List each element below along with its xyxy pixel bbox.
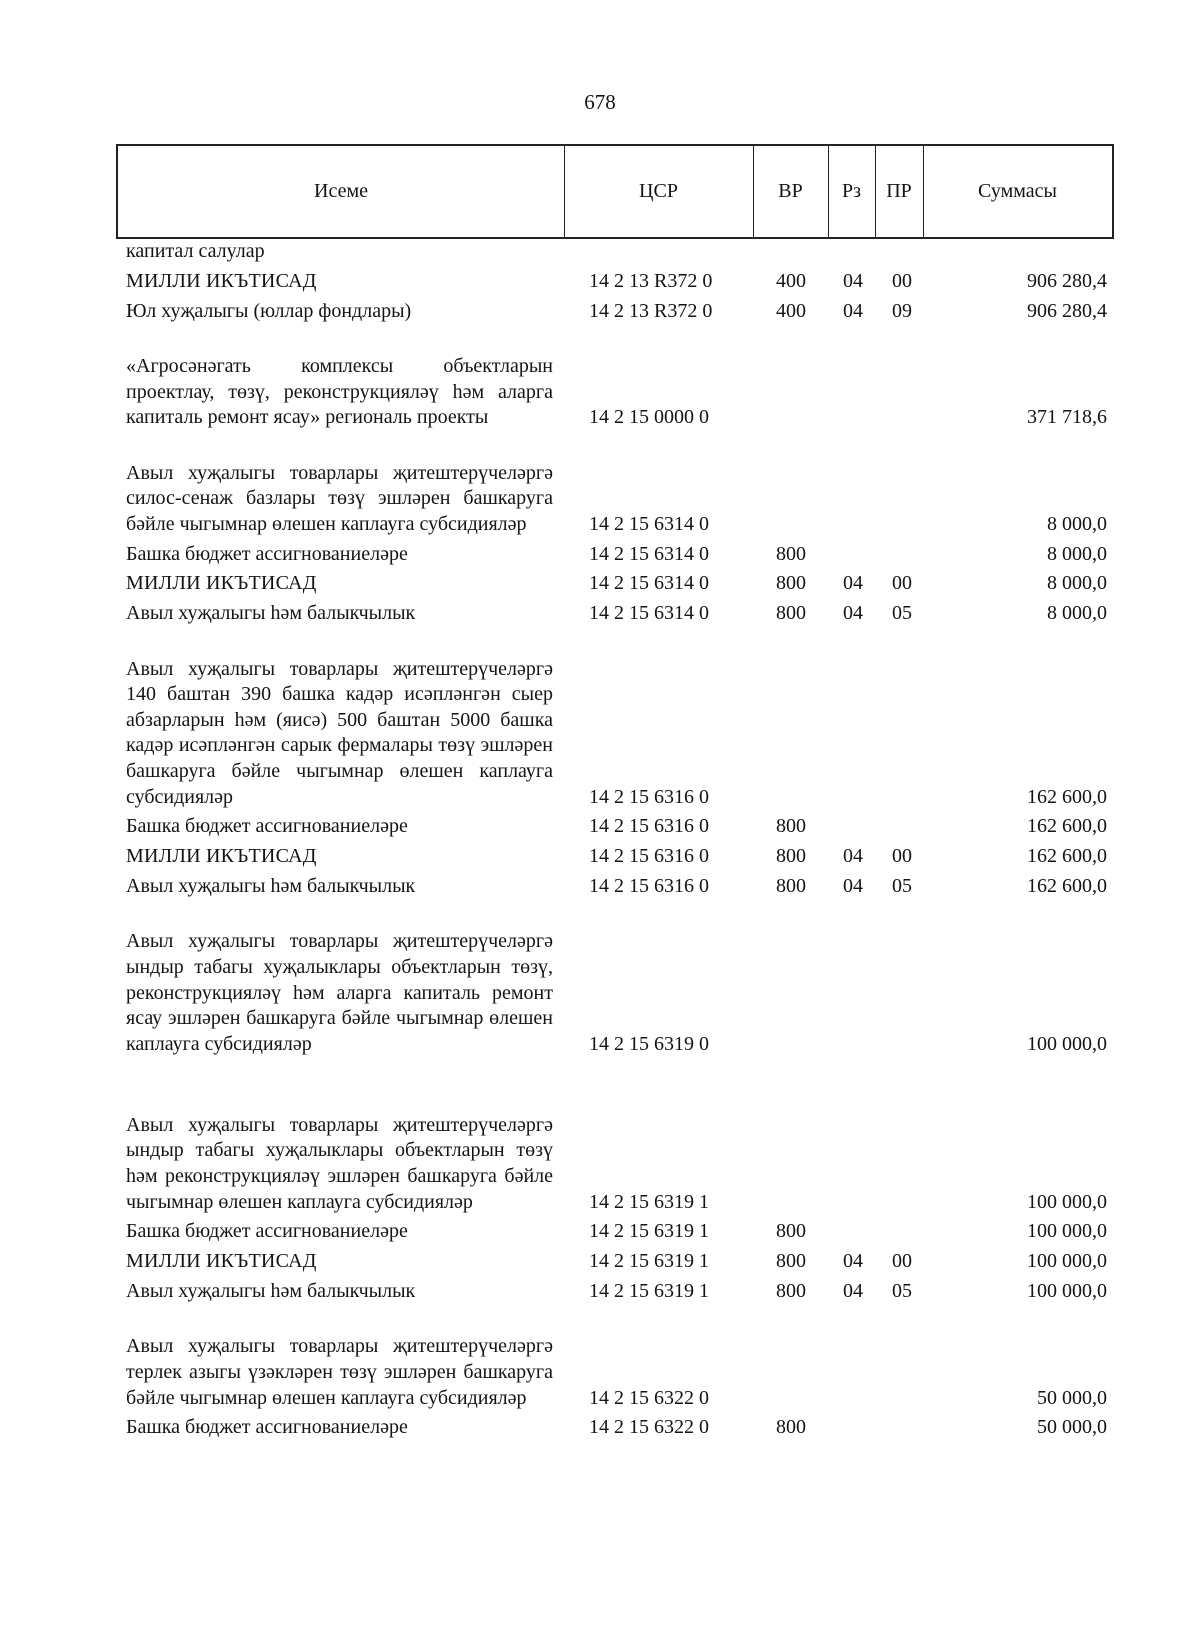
row-sum: 162 600,0 [1027,874,1107,897]
row-vr: 400 [776,299,806,322]
row-rz: 04 [843,1279,863,1302]
row-rz: 04 [843,874,863,897]
row-rz: 04 [843,845,863,868]
table-row [0,1249,1200,1279]
table-row [0,299,1200,329]
row-sum: 8 000,0 [1047,542,1107,565]
row-pr: 05 [892,602,912,625]
row-rz: 04 [843,269,863,292]
row-name: капитал салулар [126,240,265,263]
table-row [0,435,1200,542]
row-name: Башка бюджет ассигнованиеләре [126,1220,408,1243]
row-csr: 14 2 15 6319 1 [589,1250,709,1273]
row-csr: 14 2 15 6316 0 [589,815,709,838]
header-csr: ЦСР [639,180,678,202]
row-name: Авыл хуҗалыгы товарлары җитештерүчеләргә ындыр табагы хуҗалыклары объектларын төзү, реконструкцияләү һәм аларга капиталь ремонт ясау эшләрен башкаруга бәйле чыгымнар өлешен каплауга субсидияләр [126,930,553,1055]
row-csr: 14 2 13 R372 0 [589,299,713,322]
page-number: 678 [584,90,616,114]
row-sum: 8 000,0 [1047,512,1107,535]
row-name: МИЛЛИ ИКЪТИСАД [126,845,317,868]
row-csr: 14 2 15 6314 0 [589,572,709,595]
row-vr: 800 [776,1416,806,1439]
row-pr: 00 [892,845,912,868]
row-vr: 800 [776,874,806,897]
row-vr: 800 [776,1279,806,1302]
row-name: Авыл хуҗалыгы һәм балыкчылык [126,602,416,625]
table-row [0,1415,1200,1445]
table-row [0,1309,1200,1416]
row-sum: 162 600,0 [1027,815,1107,838]
table-row [0,328,1200,435]
row-sum: 50 000,0 [1037,1386,1107,1409]
row-csr: 14 2 15 0000 0 [589,406,709,429]
row-name: Авыл хуҗалыгы товарлары җитештерүчеләргә терлек азыгы үзәкләрен төзү эшләрен башкаруга бәйле чыгымнар өлешен каплауга субсидияләр [126,1335,553,1409]
table-row [0,631,1200,814]
row-pr: 05 [892,874,912,897]
table-body [0,239,1200,1445]
row-csr: 14 2 15 6314 0 [589,512,709,535]
table-row [0,874,1200,904]
row-csr: 14 2 15 6319 1 [589,1279,709,1302]
row-sum: 100 000,0 [1027,1279,1107,1302]
table-row [0,1219,1200,1249]
row-name: Авыл хуҗалыгы һәм балыкчылык [126,1279,416,1302]
row-name: МИЛЛИ ИКЪТИСАД [126,1250,317,1273]
row-sum: 162 600,0 [1027,785,1107,808]
row-vr: 800 [776,845,806,868]
table-row [0,269,1200,299]
row-csr: 14 2 15 6319 1 [589,1220,709,1243]
row-sum: 906 280,4 [1027,269,1107,292]
row-sum: 100 000,0 [1027,1220,1107,1243]
table-row [0,542,1200,572]
row-rz: 04 [843,602,863,625]
table-row [0,814,1200,844]
row-sum: 100 000,0 [1027,1190,1107,1213]
row-name: Авыл хуҗалыгы товарлары җитештерүчеләргә ындыр табагы хуҗалыклары объектларын төзү һәм реконструкцияләү эшләрен башкаруга бәйле чыгымнар өлешен каплауга субсидияләр [126,1113,553,1213]
row-rz: 04 [843,1250,863,1273]
table-header [116,144,1114,239]
row-csr: 14 2 15 6322 0 [589,1386,709,1409]
row-name: Башка бюджет ассигнованиеләре [126,1416,408,1439]
row-name: Авыл хуҗалыгы товарлары җитештерүчеләргә 140 баштан 390 башка кадәр исәпләнгән сыер абзарларын һәм (яисә) 500 баштан 5000 башка кадәр исәпләнгән сарык фермалары төзү эшләрен башкаруга бәйле чыгымнар өлешен каплауга субсидияләр [126,657,553,808]
row-rz: 04 [843,572,863,595]
row-pr: 05 [892,1279,912,1302]
row-csr: 14 2 15 6316 0 [589,785,709,808]
row-vr: 800 [776,815,806,838]
table-row [0,904,1200,1062]
table-row [0,1279,1200,1309]
table-row [0,844,1200,874]
row-name: МИЛЛИ ИКЪТИСАД [126,572,317,595]
row-csr: 14 2 15 6314 0 [589,602,709,625]
row-sum: 8 000,0 [1047,602,1107,625]
row-sum: 906 280,4 [1027,299,1107,322]
row-pr: 00 [892,572,912,595]
row-pr: 00 [892,1250,912,1273]
row-name: Башка бюджет ассигнованиеләре [126,815,408,838]
row-sum: 8 000,0 [1047,572,1107,595]
row-vr: 800 [776,572,806,595]
row-csr: 14 2 13 R372 0 [589,269,713,292]
row-sum: 371 718,6 [1027,406,1107,429]
table-row [0,571,1200,601]
header-rz: Рз [841,180,862,202]
row-name: Башка бюджет ассигнованиеләре [126,542,408,565]
row-name: МИЛЛИ ИКЪТИСАД [126,269,317,292]
row-csr: 14 2 15 6322 0 [589,1416,709,1439]
row-csr: 14 2 15 6316 0 [589,874,709,897]
row-rz: 04 [843,299,863,322]
row-csr: 14 2 15 6319 0 [589,1032,709,1055]
row-vr: 800 [776,602,806,625]
row-sum: 50 000,0 [1037,1416,1107,1439]
row-sum: 162 600,0 [1027,845,1107,868]
row-sum: 100 000,0 [1027,1250,1107,1273]
header-sum: Суммасы [978,180,1057,202]
header-vr: ВР [778,180,803,202]
row-vr: 800 [776,1250,806,1273]
row-vr: 800 [776,542,806,565]
row-vr: 400 [776,269,806,292]
table-row [0,239,1200,269]
table-row [0,1062,1200,1220]
header-pr: ПР [886,180,912,202]
row-vr: 800 [776,1220,806,1243]
row-name: Юл хуҗалыгы (юллар фондлары) [126,299,412,322]
row-sum: 100 000,0 [1027,1032,1107,1055]
row-pr: 00 [892,269,912,292]
row-name: Авыл хуҗалыгы товарлары җитештерүчеләргә силос-сенаж базлары төзү эшләрен башкаруга бәйле чыгымнар өлешен каплауга субсидияләр [126,461,553,535]
header-name: Исеме [314,180,368,202]
row-csr: 14 2 15 6314 0 [589,542,709,565]
row-name: Авыл хуҗалыгы һәм балыкчылык [126,874,416,897]
row-name: «Агросәнәгать комплексы объектларын проектлау, төзү, реконструкцияләү һәм аларга капиталь ремонт ясау» региональ проекты [126,355,553,429]
table-row [0,601,1200,631]
row-pr: 09 [892,299,912,322]
row-csr: 14 2 15 6319 1 [589,1190,709,1213]
row-csr: 14 2 15 6316 0 [589,845,709,868]
